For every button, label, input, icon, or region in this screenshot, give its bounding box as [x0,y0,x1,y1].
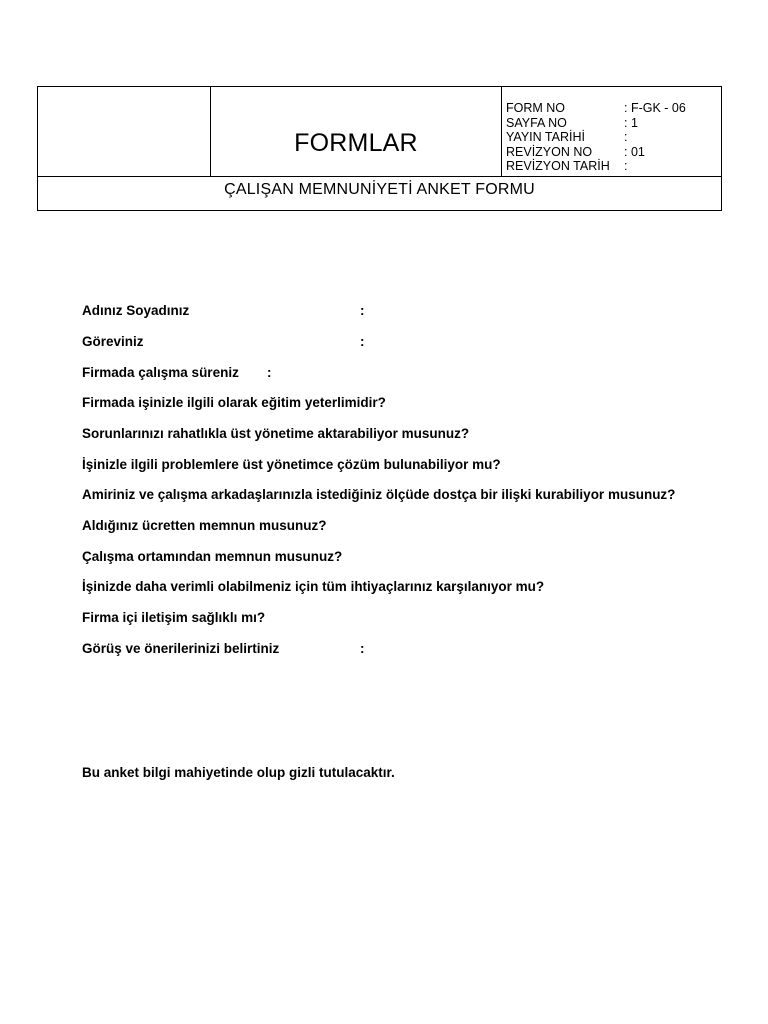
feedback-colon: : [360,641,365,656]
meta-value: : [624,159,628,173]
meta-label: SAYFA NO [506,115,567,130]
question-item: Amiriniz ve çalışma arkadaşlarınızla istediğiniz ölçüde dostça bir ilişki kurabiliyor musunuz? [82,487,676,502]
meta-value: : 01 [624,144,645,159]
meta-row-page-no [506,116,721,131]
meta-label: REVİZYON TARİH [506,159,610,173]
name-label: Adınız Soyadınız [82,303,190,318]
question-item: Sorunlarınızı rahatlıkla üst yönetime aktarabiliyor musunuz? [82,426,470,441]
tenure-label: Firmada çalışma süreniz [82,365,239,380]
form-meta-cell [502,87,721,176]
form-title-row [38,177,721,210]
question-item: Firma içi iletişim sağlıklı mı? [82,610,266,625]
question-item: Firmada işinizle ilgili olarak eğitim yeterlimidir? [82,395,386,410]
meta-label: YAYIN TARİHİ [506,130,585,144]
confidentiality-note: Bu anket bilgi mahiyetinde olup gizli tutulacaktır. [82,765,395,780]
meta-label: FORM NO [506,101,566,115]
question-item: İşinizle ilgili problemlere üst yönetimce çözüm bulunabiliyor mu? [82,457,501,472]
name-colon: : [360,303,365,318]
meta-value: : [624,130,628,144]
meta-row-publish-date [506,130,721,145]
meta-label: REVİZYON NO [506,144,593,159]
form-header-table [37,86,722,211]
meta-value: : 1 [624,115,638,130]
position-colon: : [360,334,365,349]
meta-row-revision-no [506,145,721,160]
question-item: İşinizde daha verimli olabilmeniz için tüm ihtiyaçlarınız karşılanıyor mu? [82,579,545,594]
question-item: Çalışma ortamından memnun musunuz? [82,549,343,564]
section-title: FORMLAR [294,129,418,157]
meta-row-form-no [506,101,721,116]
form-title: ÇALIŞAN MEMNUNİYETİ ANKET FORMU [224,181,535,198]
logo-cell [38,87,211,176]
question-item: Aldığınız ücretten memnun musunuz? [82,518,327,533]
header-top-row [38,87,721,177]
tenure-colon: : [267,365,272,380]
meta-value: : F-GK - 06 [624,101,686,115]
meta-row-revision-date [506,159,721,174]
section-title-cell [211,87,502,176]
feedback-label: Görüş ve önerilerinizi belirtiniz [82,641,280,656]
position-label: Göreviniz [82,334,144,349]
